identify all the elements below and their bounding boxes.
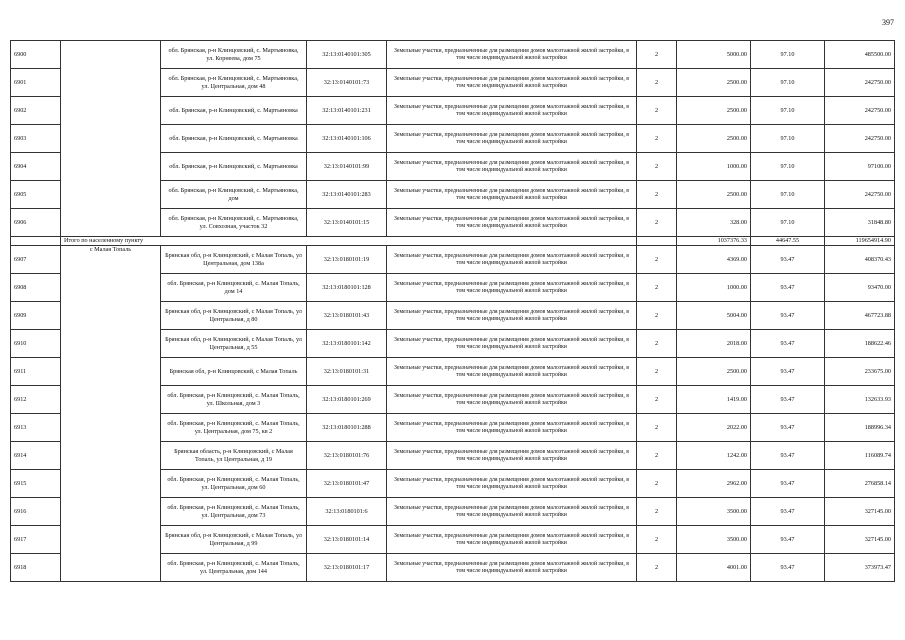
unit-price-cell: 97.10	[751, 41, 825, 69]
land-use-cell: Земельные участки, предназначенные для размещения домов малоэтажной жилой застройки, в том числе индивидуальной жилой застройки	[387, 209, 637, 237]
area-cell: 5004.00	[677, 302, 751, 330]
unit-price-cell: 93.47	[751, 526, 825, 554]
category-cell: 2	[637, 330, 677, 358]
area-cell: 1419.00	[677, 386, 751, 414]
cadastral-number-cell: 32:13:0140101:99	[307, 153, 387, 181]
address-cell: обл. Брянская, р-н Клинцовский, с. Мартьяновка, ул. Центральная, дом 48	[161, 69, 307, 97]
cadastral-cost-cell: 242750.00	[825, 125, 895, 153]
area-cell: 3500.00	[677, 526, 751, 554]
unit-price-cell: 93.47	[751, 498, 825, 526]
area-cell: 2022.00	[677, 414, 751, 442]
land-use-cell: Земельные участки, предназначенные для размещения домов малоэтажной жилой застройки, в том числе индивидуальной жилой застройки	[387, 386, 637, 414]
cadastral-cost-cell: 93470.00	[825, 274, 895, 302]
cadastral-cost-cell: 233675.00	[825, 358, 895, 386]
address-cell: Брянская обл, р-н Клинцовский, с Малая Топаль, ул Центральная, д 99	[161, 526, 307, 554]
address-cell: Брянская обл, р-н Клинцовский, с Малая Топаль	[161, 358, 307, 386]
address-cell: Брянская обл, р-н Клинцовский, с Малая Топаль, ул Центральная, д 80	[161, 302, 307, 330]
row-number: 6916	[11, 498, 61, 526]
cadastral-cost-cell: 132633.93	[825, 386, 895, 414]
cadastral-number-cell: 32:13:0140101:231	[307, 97, 387, 125]
total-spacer	[11, 237, 61, 246]
settlement-name: с Малая Топаль	[61, 246, 161, 582]
unit-price-cell: 93.47	[751, 386, 825, 414]
land-use-cell: Земельные участки, предназначенные для размещения домов малоэтажной жилой застройки, в том числе индивидуальной жилой застройки	[387, 181, 637, 209]
area-cell: 328.00	[677, 209, 751, 237]
cadastral-cost-cell: 485500.00	[825, 41, 895, 69]
cadastral-cost-cell: 188996.34	[825, 414, 895, 442]
cadastral-number-cell: 32:13:0140101:283	[307, 181, 387, 209]
address-cell: Брянская обл, р-н Клинцовский, с Малая Топаль, ул Центральная, д 55	[161, 330, 307, 358]
row-number: 6904	[11, 153, 61, 181]
area-cell: 2500.00	[677, 181, 751, 209]
address-cell: обл. Брянская, р-н Клинцовский, с. Мартьяновка, дом	[161, 181, 307, 209]
cadastral-cost-cell: 242750.00	[825, 181, 895, 209]
unit-price-cell: 93.47	[751, 330, 825, 358]
row-number: 6906	[11, 209, 61, 237]
cadastral-number-cell: 32:13:0180101:142	[307, 330, 387, 358]
land-use-cell: Земельные участки, предназначенные для размещения домов малоэтажной жилой застройки, в том числе индивидуальной жилой застройки	[387, 153, 637, 181]
table-body	[11, 41, 895, 582]
cadastral-number-cell: 32:13:0180101:269	[307, 386, 387, 414]
cadastral-cost-cell: 327145.00	[825, 526, 895, 554]
land-use-cell: Земельные участки, предназначенные для размещения домов малоэтажной жилой застройки, в том числе индивидуальной жилой застройки	[387, 69, 637, 97]
cadastral-cost-cell: 31848.80	[825, 209, 895, 237]
cadastral-number-cell: 32:13:0180101:288	[307, 414, 387, 442]
address-cell: обл. Брянская, р-н Клинцовский, с. Мартьяновка	[161, 153, 307, 181]
cadastral-number-cell: 32:13:0140101:73	[307, 69, 387, 97]
row-number: 6902	[11, 97, 61, 125]
category-cell: 2	[637, 526, 677, 554]
category-cell: 2	[637, 69, 677, 97]
category-cell: 2	[637, 246, 677, 274]
cadastral-number-cell: 32:13:0180101:14	[307, 526, 387, 554]
category-cell: 2	[637, 498, 677, 526]
area-cell: 2500.00	[677, 69, 751, 97]
unit-price-cell: 97.10	[751, 153, 825, 181]
unit-price-cell: 93.47	[751, 246, 825, 274]
area-cell: 4001.00	[677, 554, 751, 582]
category-cell: 2	[637, 470, 677, 498]
category-cell: 2	[637, 97, 677, 125]
row-number: 6912	[11, 386, 61, 414]
area-cell: 1000.00	[677, 153, 751, 181]
address-cell: Брянская область, р-н Клинцовский, с Малая Топаль, ул Центральная, д 19	[161, 442, 307, 470]
row-number: 6905	[11, 181, 61, 209]
unit-price-cell: 97.10	[751, 125, 825, 153]
row-number: 6903	[11, 125, 61, 153]
unit-price-cell: 93.47	[751, 274, 825, 302]
address-cell: обл. Брянская, р-н Клинцовский, с. Малая Топаль, ул. Центральная, дом 75, кв 2	[161, 414, 307, 442]
land-use-cell: Земельные участки, предназначенные для размещения домов малоэтажной жилой застройки, в том числе индивидуальной жилой застройки	[387, 97, 637, 125]
land-use-cell: Земельные участки, предназначенные для размещения домов малоэтажной жилой застройки, в том числе индивидуальной жилой застройки	[387, 498, 637, 526]
land-use-cell: Земельные участки, предназначенные для размещения домов малоэтажной жилой застройки, в том числе индивидуальной жилой застройки	[387, 302, 637, 330]
unit-price-cell: 93.47	[751, 414, 825, 442]
address-cell: обл. Брянская, р-н Клинцовский, с. Мартьяновка	[161, 125, 307, 153]
page-number: 397	[882, 18, 894, 27]
land-use-cell: Земельные участки, предназначенные для размещения домов малоэтажной жилой застройки, в том числе индивидуальной жилой застройки	[387, 274, 637, 302]
cadastral-cost-cell: 327145.00	[825, 498, 895, 526]
area-cell: 2500.00	[677, 125, 751, 153]
unit-price-cell: 97.10	[751, 69, 825, 97]
cadastral-number-cell: 32:13:0180101:31	[307, 358, 387, 386]
category-cell: 2	[637, 442, 677, 470]
cadastral-cost-cell: 116089.74	[825, 442, 895, 470]
category-cell: 2	[637, 358, 677, 386]
cadastral-cost-cell: 276858.14	[825, 470, 895, 498]
cadastral-number-cell: 32:13:0180101:76	[307, 442, 387, 470]
unit-price-cell: 93.47	[751, 358, 825, 386]
cadastral-cost-cell: 97100.00	[825, 153, 895, 181]
category-cell: 2	[637, 181, 677, 209]
row-number: 6911	[11, 358, 61, 386]
area-cell: 1242.00	[677, 442, 751, 470]
area-cell: 1000.00	[677, 274, 751, 302]
cadastral-cost-cell: 467723.88	[825, 302, 895, 330]
category-cell: 2	[637, 41, 677, 69]
cadastral-number-cell: 32:13:0140101:106	[307, 125, 387, 153]
cadastral-number-cell: 32:13:0140101:15	[307, 209, 387, 237]
address-cell: обл. Брянская, р-н Клинцовский, с. Малая Топаль, ул. Центральная, дом 73	[161, 498, 307, 526]
unit-price-cell: 97.10	[751, 181, 825, 209]
cadastral-number-cell: 32:13:0180101:47	[307, 470, 387, 498]
cadastral-number-cell: 32:13:0140101:305	[307, 41, 387, 69]
address-cell: обл. Брянская, р-н Клинцовский, с. Малая Топаль, ул. Центральная, дом 60	[161, 470, 307, 498]
category-cell: 2	[637, 209, 677, 237]
cadastral-cost-cell: 373973.47	[825, 554, 895, 582]
row-number: 6901	[11, 69, 61, 97]
cadastral-cost-cell: 408370.43	[825, 246, 895, 274]
cadastral-cost-cell: 242750.00	[825, 69, 895, 97]
land-use-cell: Земельные участки, предназначенные для размещения домов малоэтажной жилой застройки, в том числе индивидуальной жилой застройки	[387, 414, 637, 442]
unit-price-cell: 93.47	[751, 302, 825, 330]
settlement-cell	[61, 41, 161, 237]
row-number: 6910	[11, 330, 61, 358]
cadastral-cost-cell: 242750.00	[825, 97, 895, 125]
row-number: 6918	[11, 554, 61, 582]
unit-price-cell: 93.47	[751, 442, 825, 470]
cadastral-cost-cell: 188622.46	[825, 330, 895, 358]
address-cell: обл. Брянская, р-н Клинцовский, с. Мартьяновка, ул. Корнеева, дом 75	[161, 41, 307, 69]
address-cell: обл. Брянская, р-н Клинцовский, с. Мартьяновка	[161, 97, 307, 125]
address-cell: обл. Брянская, р-н Клинцовский, с. Малая Топаль, ул. Центральная, дом 144	[161, 554, 307, 582]
row-number: 6917	[11, 526, 61, 554]
land-use-cell: Земельные участки, предназначенные для размещения домов малоэтажной жилой застройки, в том числе индивидуальной жилой застройки	[387, 330, 637, 358]
cadastral-number-cell: 32:13:0180101:128	[307, 274, 387, 302]
total-cost: 119654914.90	[825, 237, 895, 246]
land-use-cell: Земельные участки, предназначенные для размещения домов малоэтажной жилой застройки, в том числе индивидуальной жилой застройки	[387, 470, 637, 498]
category-cell: 2	[637, 125, 677, 153]
row-number: 6900	[11, 41, 61, 69]
category-cell: 2	[637, 302, 677, 330]
category-cell: 2	[637, 554, 677, 582]
total-price: 44647.55	[751, 237, 825, 246]
area-cell: 3500.00	[677, 498, 751, 526]
row-number: 6908	[11, 274, 61, 302]
cadastral-number-cell: 32:13:0180101:6	[307, 498, 387, 526]
table-row	[11, 246, 895, 274]
unit-price-cell: 93.47	[751, 554, 825, 582]
category-cell: 2	[637, 274, 677, 302]
unit-price-cell: 97.10	[751, 97, 825, 125]
land-registry-table	[10, 40, 895, 582]
row-number: 6913	[11, 414, 61, 442]
land-use-cell: Земельные участки, предназначенные для размещения домов малоэтажной жилой застройки, в том числе индивидуальной жилой застройки	[387, 246, 637, 274]
area-cell: 2500.00	[677, 358, 751, 386]
land-use-cell: Земельные участки, предназначенные для размещения домов малоэтажной жилой застройки, в том числе индивидуальной жилой застройки	[387, 125, 637, 153]
table-row	[11, 41, 895, 69]
address-cell: обл. Брянская, р-н Клинцовский, с. Мартьяновка, ул. Совхозная, участок 32	[161, 209, 307, 237]
row-number: 6914	[11, 442, 61, 470]
land-use-cell: Земельные участки, предназначенные для размещения домов малоэтажной жилой застройки, в том числе индивидуальной жилой застройки	[387, 554, 637, 582]
land-use-cell: Земельные участки, предназначенные для размещения домов малоэтажной жилой застройки, в том числе индивидуальной жилой застройки	[387, 41, 637, 69]
row-number: 6909	[11, 302, 61, 330]
category-cell: 2	[637, 386, 677, 414]
land-use-cell: Земельные участки, предназначенные для размещения домов малоэтажной жилой застройки, в том числе индивидуальной жилой застройки	[387, 358, 637, 386]
total-spacer	[637, 237, 677, 246]
settlement-total-row	[11, 237, 895, 246]
cadastral-number-cell: 32:13:0180101:17	[307, 554, 387, 582]
total-label: Итого по населенному пункту	[61, 237, 637, 246]
land-use-cell: Земельные участки, предназначенные для размещения домов малоэтажной жилой застройки, в том числе индивидуальной жилой застройки	[387, 442, 637, 470]
unit-price-cell: 97.10	[751, 209, 825, 237]
area-cell: 2500.00	[677, 97, 751, 125]
cadastral-number-cell: 32:13:0180101:43	[307, 302, 387, 330]
row-number: 6907	[11, 246, 61, 274]
area-cell: 5000.00	[677, 41, 751, 69]
land-use-cell: Земельные участки, предназначенные для размещения домов малоэтажной жилой застройки, в том числе индивидуальной жилой застройки	[387, 526, 637, 554]
total-area: 1037376.33	[677, 237, 751, 246]
area-cell: 4369.00	[677, 246, 751, 274]
address-cell: Брянская обл, р-н Клинцовский, с Малая Топаль, ул Центральная, дом 138а	[161, 246, 307, 274]
category-cell: 2	[637, 153, 677, 181]
cadastral-number-cell: 32:13:0180101:19	[307, 246, 387, 274]
area-cell: 2962.00	[677, 470, 751, 498]
address-cell: обл. Брянская, р-н Клинцовский, с. Малая Топаль, дом 14	[161, 274, 307, 302]
address-cell: обл. Брянская, р-н Клинцовский, с. Малая Топаль, ул. Школьная, дом 3	[161, 386, 307, 414]
category-cell: 2	[637, 414, 677, 442]
area-cell: 2018.00	[677, 330, 751, 358]
row-number: 6915	[11, 470, 61, 498]
unit-price-cell: 93.47	[751, 470, 825, 498]
